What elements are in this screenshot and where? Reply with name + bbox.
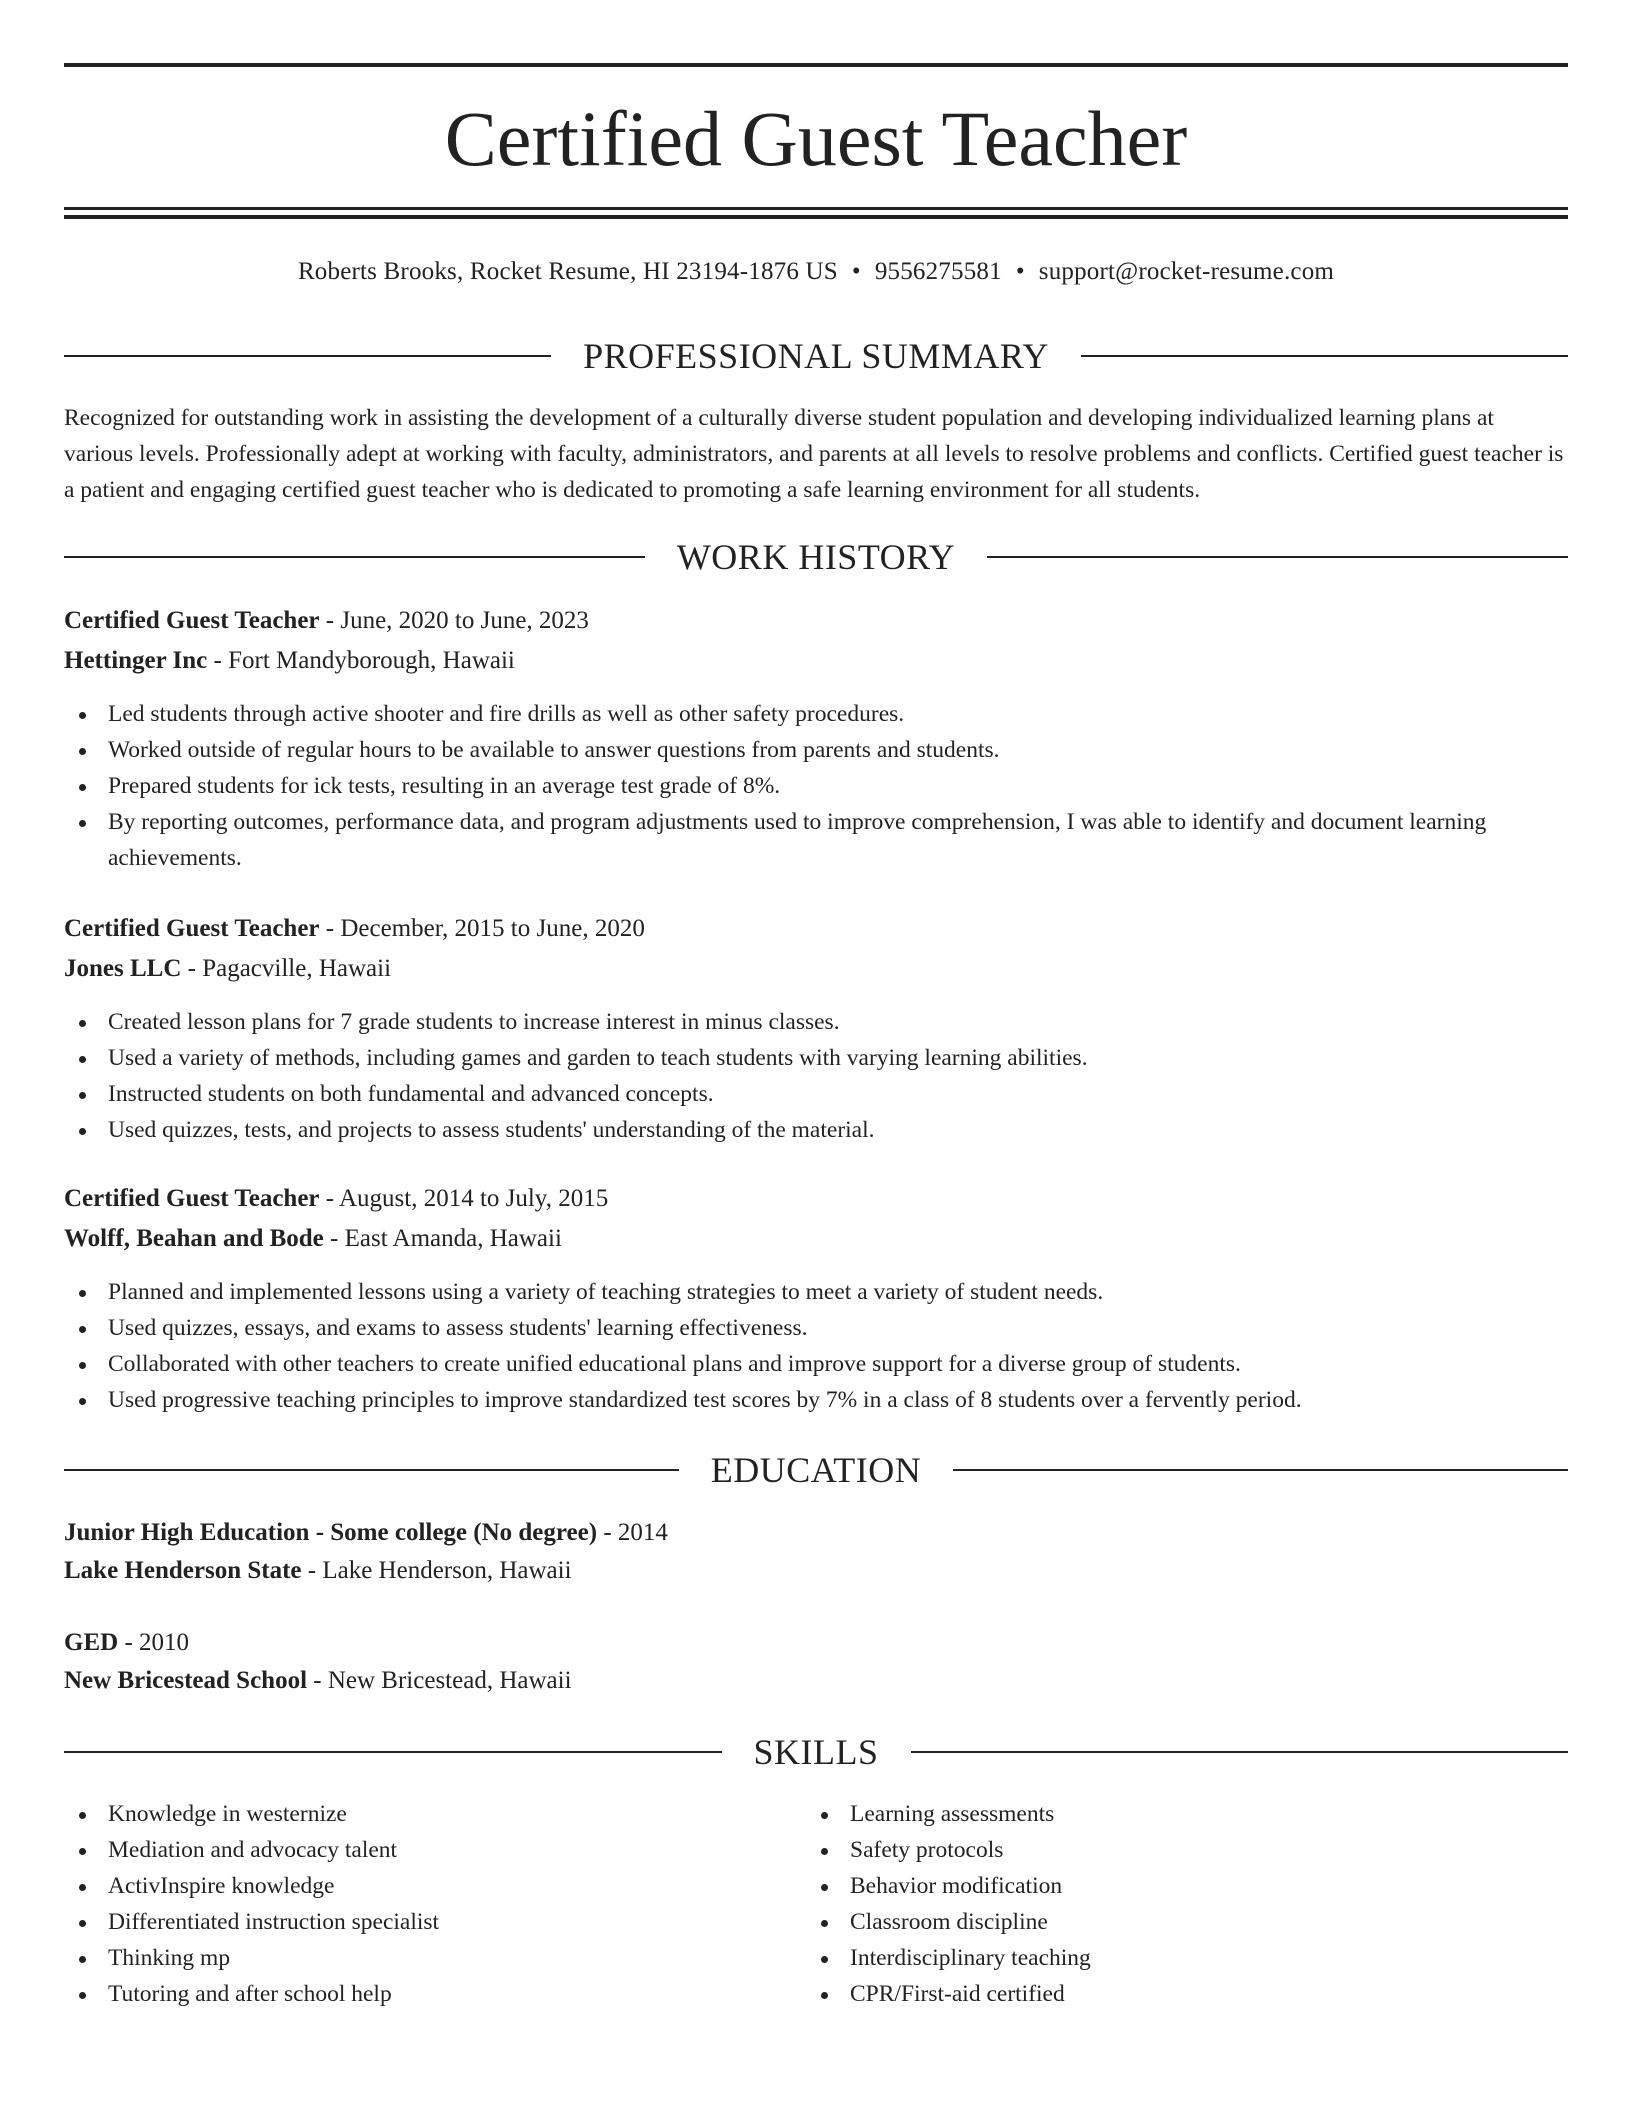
bullet-icon bbox=[821, 1884, 828, 1891]
list-item: Instructed students on both fundamental and advanced concepts. bbox=[64, 1076, 1568, 1112]
education-location: - Lake Henderson, Hawaii bbox=[307, 1557, 572, 1584]
job-company: Wolff, Beahan and Bode bbox=[64, 1225, 324, 1252]
job-location: - Pagacville, Hawaii bbox=[187, 955, 392, 982]
heading-rule-left bbox=[64, 1469, 679, 1471]
education-degree-line bbox=[64, 1515, 1568, 1551]
education-year: - 2014 bbox=[603, 1519, 668, 1546]
bullet-icon bbox=[79, 1020, 86, 1027]
list-item: Prepared students for ick tests, resulting in an average test grade of 8%. bbox=[64, 768, 1568, 804]
work-history-heading-label: WORK HISTORY bbox=[676, 537, 956, 577]
list-item: Learning assessments bbox=[806, 1796, 1546, 1832]
education-location: - New Bricestead, Hawaii bbox=[313, 1667, 572, 1694]
bullet-icon bbox=[821, 1992, 828, 1999]
job-bullets bbox=[64, 1004, 1568, 1148]
job-company-line bbox=[64, 951, 1568, 987]
contact-line bbox=[64, 255, 1568, 289]
bullet-icon bbox=[79, 1290, 86, 1297]
list-item: Created lesson plans for 7 grade students to increase interest in minus classes. bbox=[64, 1004, 1568, 1040]
list-item: Used quizzes, essays, and exams to assess students' learning effectiveness. bbox=[64, 1310, 1568, 1346]
heading-rule-left bbox=[64, 556, 645, 558]
education-school: Lake Henderson State bbox=[64, 1557, 302, 1584]
list-item: Used quizzes, tests, and projects to assess students' understanding of the material. bbox=[64, 1112, 1568, 1148]
contact-phone: 9556275581 bbox=[874, 258, 1002, 285]
bullet-icon bbox=[79, 1092, 86, 1099]
bullet-icon bbox=[79, 1326, 86, 1333]
contact-separator: • bbox=[1015, 258, 1025, 285]
list-item: Worked outside of regular hours to be available to answer questions from parents and students. bbox=[64, 732, 1568, 768]
bullet-icon bbox=[821, 1848, 828, 1855]
bullet-icon bbox=[821, 1812, 828, 1819]
education-heading-label: EDUCATION bbox=[710, 1450, 922, 1490]
list-item: Planned and implemented lessons using a variety of teaching strategies to meet a variety of student needs. bbox=[64, 1274, 1568, 1310]
heading-rule-right bbox=[911, 1751, 1569, 1753]
education-heading bbox=[64, 1450, 1568, 1490]
contact-separator: • bbox=[851, 258, 861, 285]
list-item: Safety protocols bbox=[806, 1832, 1546, 1868]
education-degree-line bbox=[64, 1625, 1568, 1661]
heading-rule-right bbox=[953, 1469, 1568, 1471]
bullet-icon bbox=[79, 1956, 86, 1963]
summary-heading bbox=[64, 336, 1568, 376]
job-location: - Fort Mandyborough, Hawaii bbox=[213, 647, 515, 674]
job-company-line bbox=[64, 643, 1568, 679]
header-top-rule bbox=[64, 63, 1568, 67]
list-item: Thinking mp bbox=[64, 1940, 804, 1976]
bullet-icon bbox=[821, 1920, 828, 1927]
education-school-line bbox=[64, 1553, 1568, 1589]
list-item: Used progressive teaching principles to improve standardized test scores by 7% in a class of 8 students over a fervently period. bbox=[64, 1382, 1568, 1418]
list-item: ActivInspire knowledge bbox=[64, 1868, 804, 1904]
job-title-line bbox=[64, 1181, 1568, 1217]
skills-list-right bbox=[806, 1796, 1546, 2012]
contact-address: Roberts Brooks, Rocket Resume, HI 23194-1876 US bbox=[297, 258, 838, 285]
header-double-rule-lower bbox=[64, 215, 1568, 219]
job-location: - East Amanda, Hawaii bbox=[330, 1225, 562, 1252]
job-dates: - August, 2014 to July, 2015 bbox=[325, 1185, 609, 1212]
job-title: Certified Guest Teacher bbox=[64, 1185, 320, 1212]
summary-text: Recognized for outstanding work in assisting the development of a culturally diverse student population and developing individualized learning plans at various levels. Professionally adept at working with faculty, administrators, and parents at all levels to resolve problems and conflicts. Certified guest teacher is a patient and engaging certified guest teacher who is dedicated to promoting a safe learning environment for all students. bbox=[64, 405, 1564, 503]
skills-list-left bbox=[64, 1796, 804, 2012]
list-item: Behavior modification bbox=[806, 1868, 1546, 1904]
education-year: - 2010 bbox=[124, 1629, 190, 1656]
job-bullets bbox=[64, 696, 1568, 876]
education-degree: GED bbox=[64, 1629, 119, 1656]
skills-heading bbox=[64, 1732, 1568, 1772]
list-item: Differentiated instruction specialist bbox=[64, 1904, 804, 1940]
bullet-icon bbox=[79, 712, 86, 719]
resume-title: Certified Guest Teacher bbox=[444, 95, 1188, 182]
job-dates: - December, 2015 to June, 2020 bbox=[325, 915, 645, 942]
list-item: Led students through active shooter and fire drills as well as other safety procedures. bbox=[64, 696, 1568, 732]
list-item: Classroom discipline bbox=[806, 1904, 1546, 1940]
heading-rule-left bbox=[64, 1751, 722, 1753]
list-item: CPR/First-aid certified bbox=[806, 1976, 1546, 2012]
job-title-line bbox=[64, 911, 1568, 947]
heading-rule-right bbox=[1081, 355, 1568, 357]
list-item: Knowledge in westernize bbox=[64, 1796, 804, 1832]
bullet-icon bbox=[79, 1884, 86, 1891]
job-company-line bbox=[64, 1221, 1568, 1257]
job-title: Certified Guest Teacher bbox=[64, 607, 320, 634]
bullet-icon bbox=[79, 784, 86, 791]
contact-email: support@rocket-resume.com bbox=[1038, 258, 1335, 285]
summary-heading-label: PROFESSIONAL SUMMARY bbox=[583, 336, 1049, 376]
skills-heading-label: SKILLS bbox=[753, 1732, 879, 1772]
bullet-icon bbox=[79, 1920, 86, 1927]
job-dates: - June, 2020 to June, 2023 bbox=[325, 607, 589, 634]
bullet-icon bbox=[79, 1812, 86, 1819]
education-degree: Junior High Education - Some college (No degree) bbox=[64, 1519, 598, 1546]
list-item: Interdisciplinary teaching bbox=[806, 1940, 1546, 1976]
heading-rule-right bbox=[987, 556, 1568, 558]
job-company: Jones LLC bbox=[64, 955, 182, 982]
job-title: Certified Guest Teacher bbox=[64, 915, 320, 942]
bullet-icon bbox=[79, 1128, 86, 1135]
education-school: New Bricestead School bbox=[64, 1667, 308, 1694]
list-item: By reporting outcomes, performance data, and program adjustments used to improve comprehension, I was able to identify and document learning achievements. bbox=[64, 804, 1568, 876]
bullet-icon bbox=[79, 1398, 86, 1405]
bullet-icon bbox=[821, 1956, 828, 1963]
heading-rule-left bbox=[64, 355, 551, 357]
bullet-icon bbox=[79, 1992, 86, 1999]
list-item: Used a variety of methods, including games and garden to teach students with varying learning abilities. bbox=[64, 1040, 1568, 1076]
job-title-line bbox=[64, 603, 1568, 639]
bullet-icon bbox=[79, 1056, 86, 1063]
bullet-icon bbox=[79, 1848, 86, 1855]
list-item: Tutoring and after school help bbox=[64, 1976, 804, 2012]
list-item: Collaborated with other teachers to create unified educational plans and improve support for a diverse group of students. bbox=[64, 1346, 1568, 1382]
work-history-heading bbox=[64, 537, 1568, 577]
bullet-icon bbox=[79, 748, 86, 755]
education-school-line bbox=[64, 1663, 1568, 1699]
header-double-rule-upper bbox=[64, 207, 1568, 210]
list-item: Mediation and advocacy talent bbox=[64, 1832, 804, 1868]
job-company: Hettinger Inc bbox=[64, 647, 208, 674]
bullet-icon bbox=[79, 820, 86, 827]
bullet-icon bbox=[79, 1362, 86, 1369]
job-bullets bbox=[64, 1274, 1568, 1418]
